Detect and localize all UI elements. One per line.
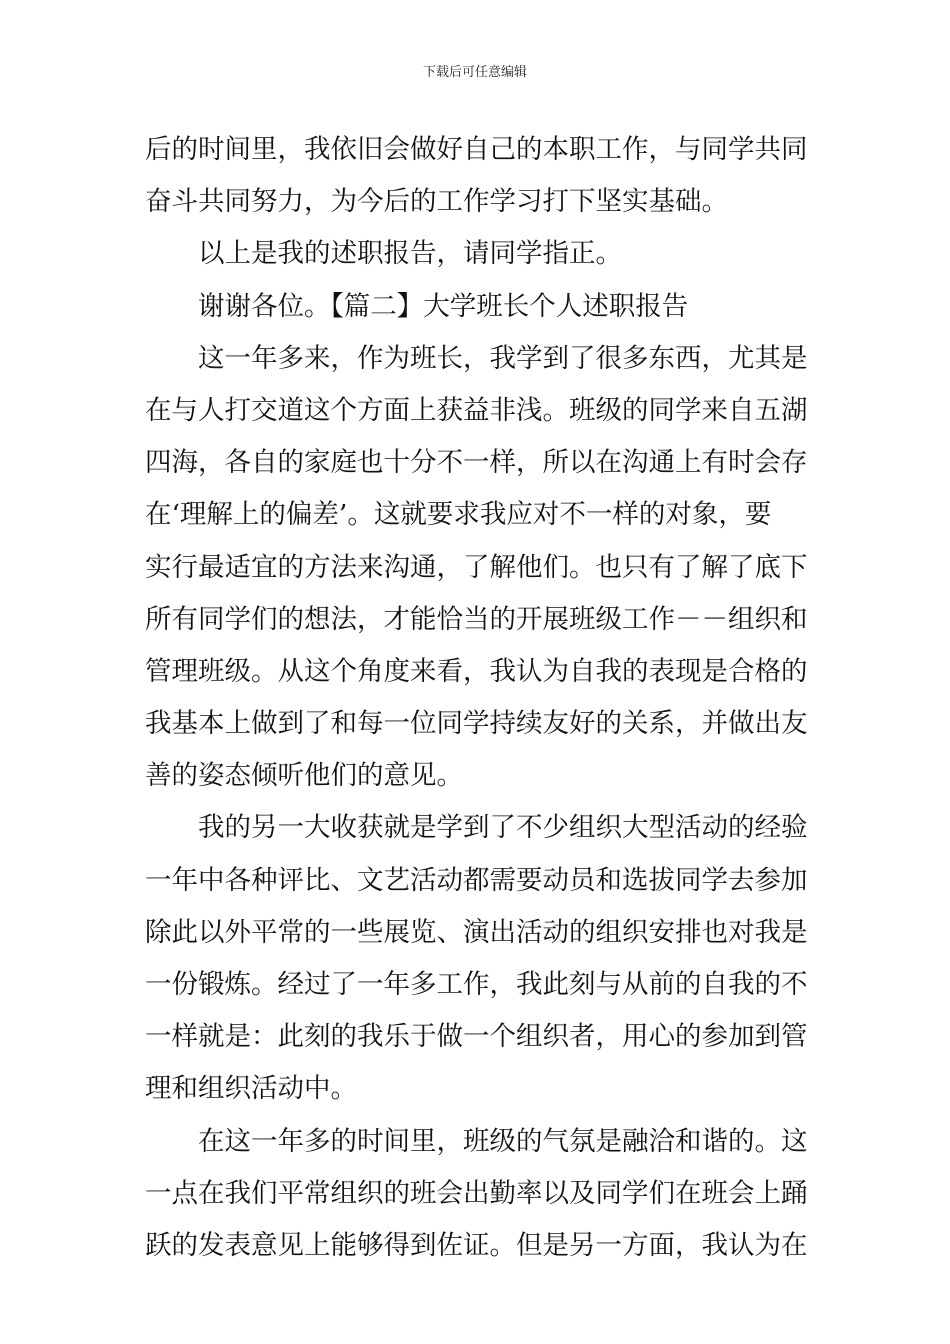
text-line-18: 一样就是：此刻的我乐于做一个组织者，用心的参加到管 (145, 1021, 808, 1053)
text-line-1: 后的时间里，我依旧会做好自己的本职工作，与同学共同 (145, 134, 808, 165)
text-line-17: 一份锻炼。经过了一年多工作，我此刻与从前的自我的不 (145, 969, 808, 1000)
text-line-4: 谢谢各位。【篇二】大学班长个人述职报告 (198, 290, 689, 322)
text-line-3: 以上是我的述职报告，请同学指正。 (198, 238, 622, 270)
text-line-19: 理和组织活动中。 (145, 1073, 357, 1105)
text-line-20: 在这一年多的时间里，班级的气氛是融洽和谐的。这 (198, 1125, 808, 1157)
text-line-8: 在‘理解上的偏差’。这就要求我应对不一样的对象，要 (145, 499, 772, 531)
text-line-10: 所有同学们的想法，才能恰当的开展班级工作－－组织和 (145, 603, 808, 635)
text-line-21: 一点在我们平常组织的班会出勤率以及同学们在班会上踊 (145, 1177, 808, 1209)
text-line-13: 善的姿态倾听他们的意见。 (145, 760, 463, 792)
text-line-22: 跃的发表意见上能够得到佐证。但是另一方面，我认为在 (145, 1229, 808, 1261)
text-line-7: 四海，各自的家庭也十分不一样，所以在沟通上有时会存 (145, 447, 808, 479)
page-header: 下载后可任意编辑 (422, 65, 527, 80)
text-line-12: 我基本上做到了和每一位同学持续友好的关系，并做出友 (145, 708, 808, 740)
text-line-6: 在与人打交道这个方面上获益非浅。班级的同学来自五湖 (145, 394, 808, 426)
text-line-2: 奋斗共同努力，为今后的工作学习打下坚实基础。 (145, 186, 728, 218)
text-line-5: 这一年多来，作为班长，我学到了很多东西，尤其是 (198, 342, 808, 374)
text-line-11: 管理班级。从这个角度来看，我认为自我的表现是合格的 (145, 655, 808, 687)
text-line-15: 一年中各种评比、文艺活动都需要动员和选拔同学去参加 (145, 864, 808, 896)
text-line-14: 我的另一大收获就是学到了不少组织大型活动的经验 (198, 812, 808, 844)
document-body (145, 124, 815, 1272)
text-line-9: 实行最适宜的方法来沟通，了解他们。也只有了解了底下 (145, 551, 808, 583)
text-line-16: 除此以外平常的一些展览、演出活动的组织安排也对我是 (145, 916, 808, 948)
